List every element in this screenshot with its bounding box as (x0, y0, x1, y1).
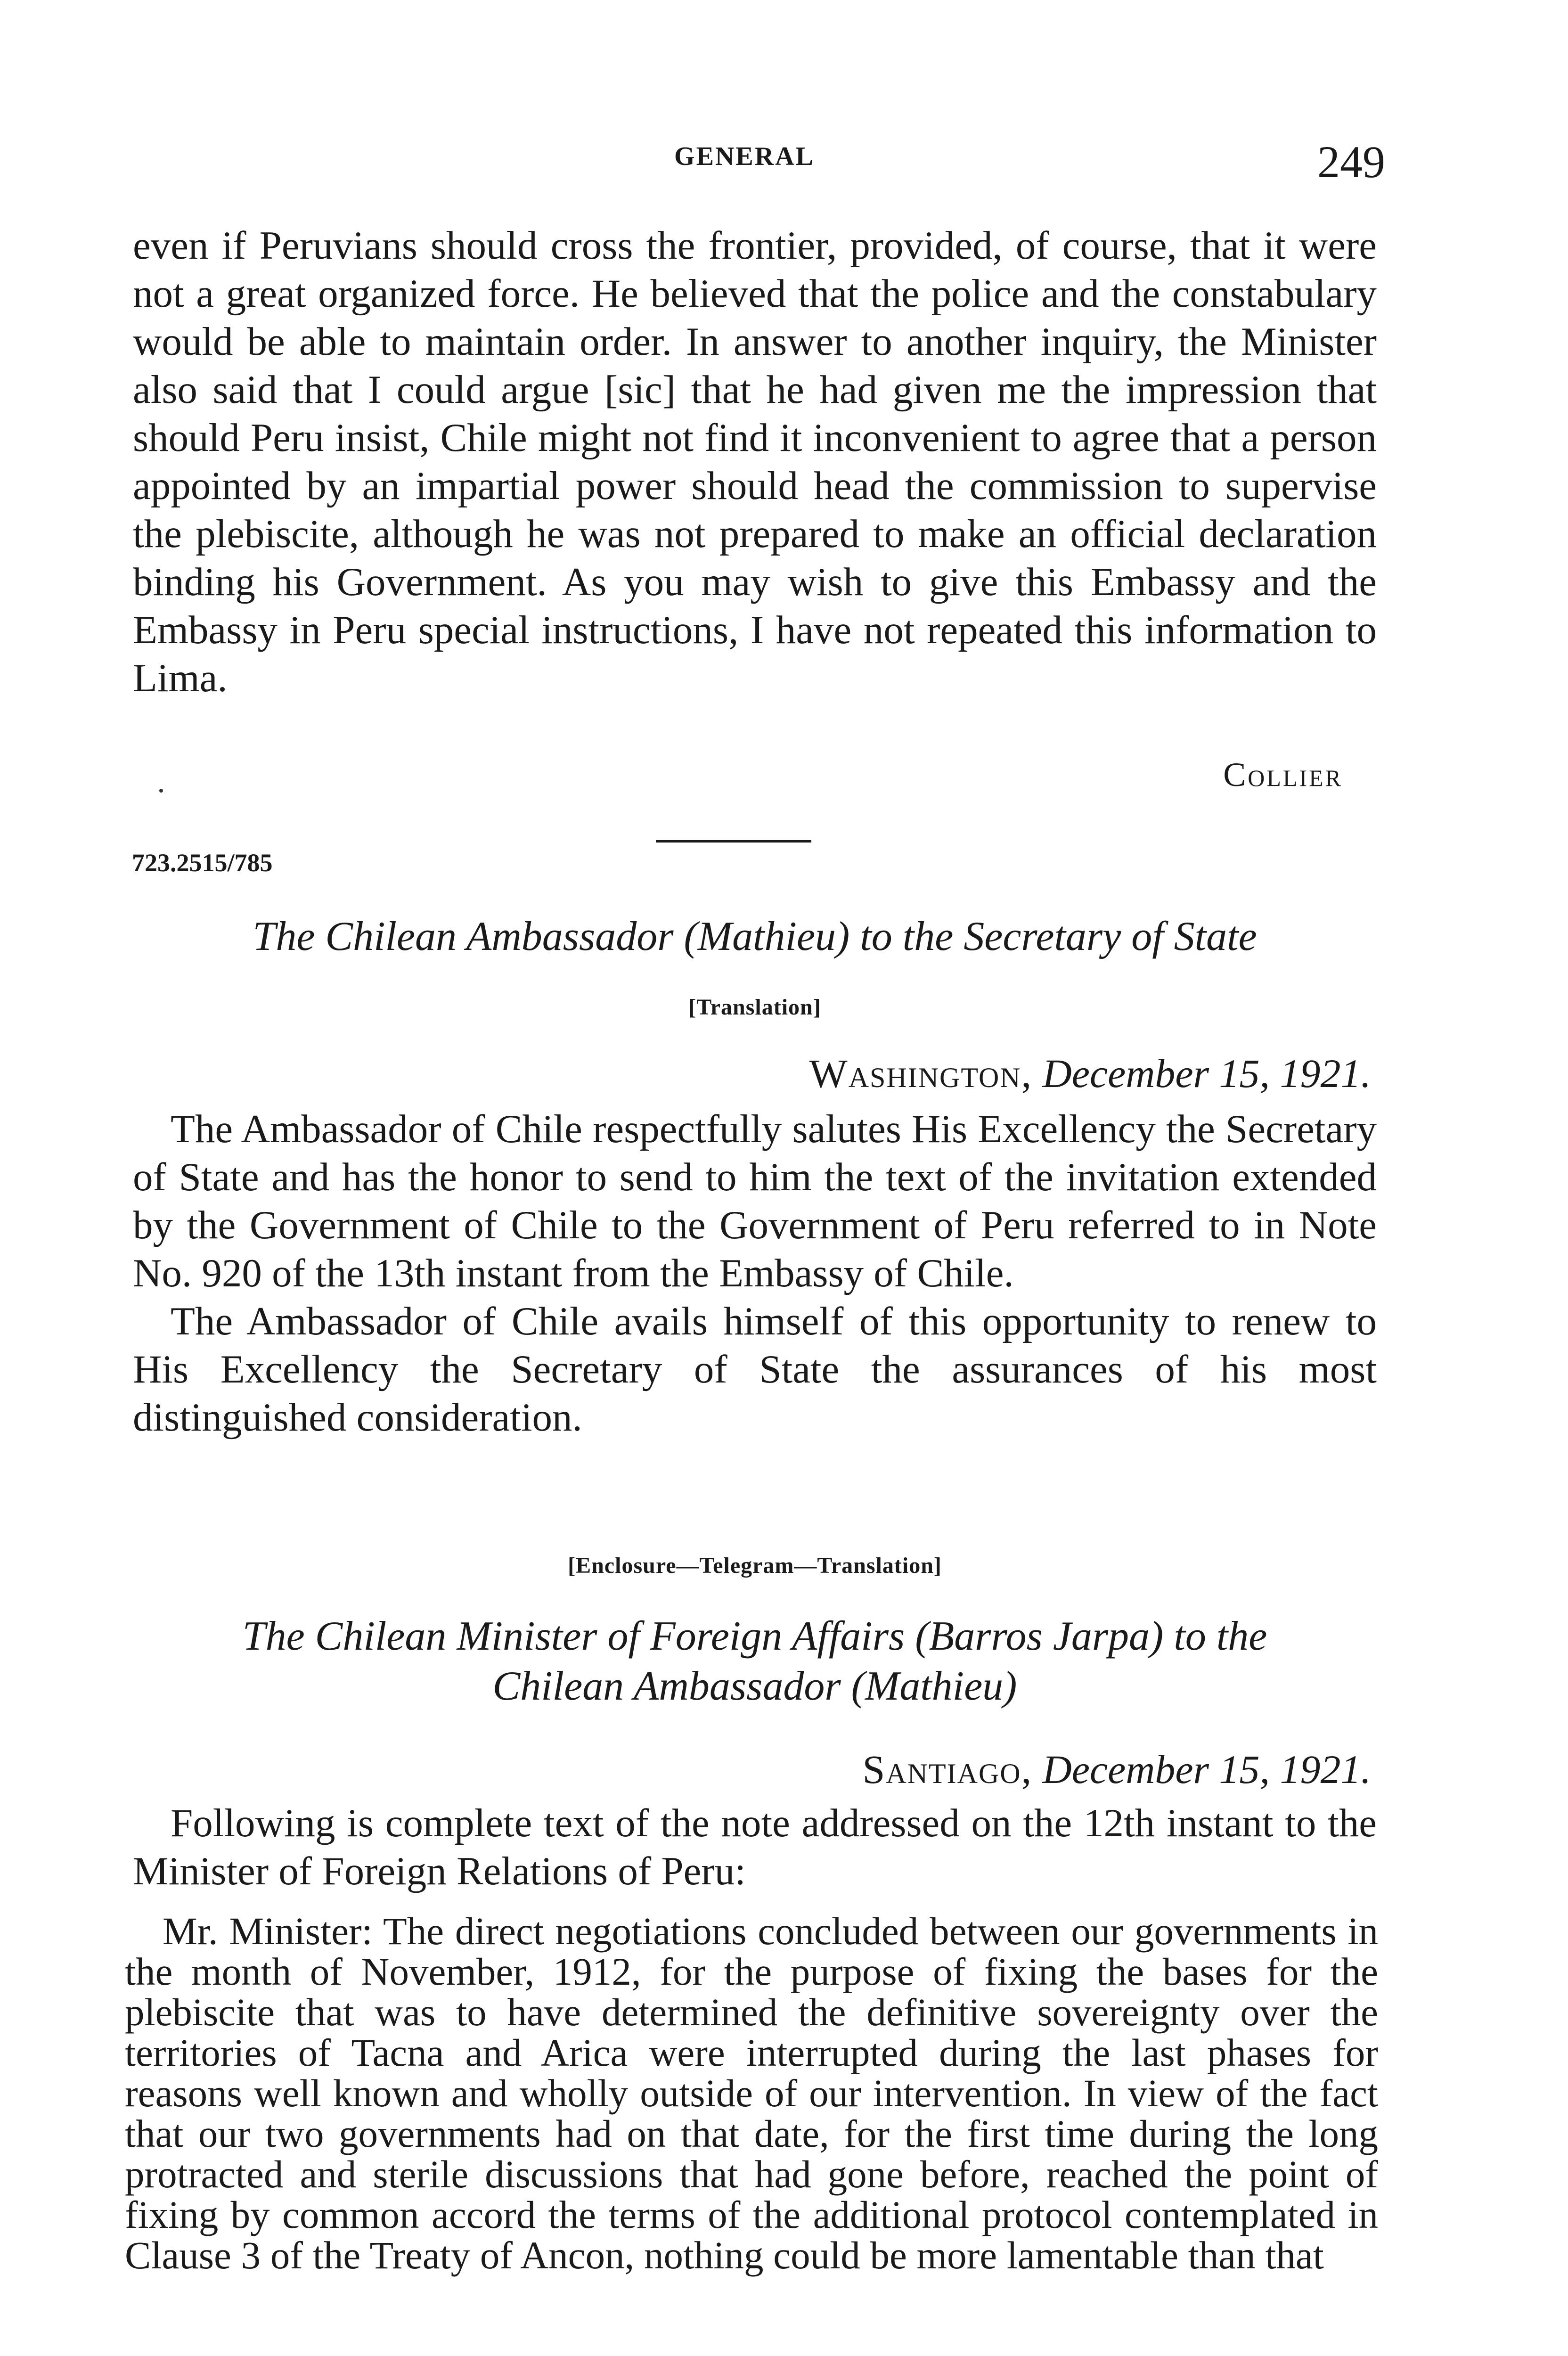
section-divider (656, 840, 811, 843)
dateline-1-date: December 15, 1921. (1042, 1051, 1371, 1096)
running-head: GENERAL (674, 142, 815, 171)
signature: Collier (1223, 756, 1343, 794)
telegram-intro-text: Following is complete text of the note addressed on the 12th instant to the Minister of Foreign Relations of Peru: (133, 1801, 1377, 1893)
body-paragraph-1: The Ambassador of Chile respectfully salutes His Excellency the Secretary of State and has the honor to send to him the text of the invitation extended by the Government of Chile to the Government of Peru referred to in Note No. 920 of the 13th instant from the Embassy of Chile. (133, 1107, 1377, 1295)
note-text-paragraph: Mr. Minister: The direct negotiations concluded between our governments in the month of November, 1912, for the purpose of fixing the bases for the plebiscite that was to have determined the definitive sovereignty over the territories of Tacna and Arica were interrupted during the last phases for reasons well known and wholly outside of our intervention. In view of the fact that our two governments had on that date, for the first time during the long protracted and sterile discussions that had gone before, reached the point of fixing by common accord the terms of the additional protocol contemplated in Clause 3 of the Treaty of Ancon, nothing could be more lamentable than that (125, 1909, 1378, 2277)
dateline-2-place: Santiago, (862, 1747, 1033, 1792)
dateline-2 (565, 1746, 1371, 1793)
translation-label: [Translation] (688, 995, 821, 1020)
margin-dot (159, 789, 163, 793)
body-paragraphs (133, 1105, 1377, 1441)
page-number: 249 (1317, 137, 1385, 187)
file-number: 723.2515/785 (132, 849, 273, 877)
heading-2-line-2: Chilean Ambassador (Mathieu) (492, 1663, 1017, 1709)
top-paragraph (133, 221, 1377, 702)
document-heading-2 (133, 1612, 1377, 1711)
body-paragraph-2: The Ambassador of Chile avails himself of this opportunity to renew to His Excellency the Secretary of State the assurances of his most distinguished consideration. (133, 1299, 1377, 1440)
enclosure-label: [Enclosure—Telegram—Translation] (568, 1553, 942, 1578)
document-heading-1: The Chilean Ambassador (Mathieu) to the Secretary of State (253, 914, 1257, 959)
dateline-1 (565, 1050, 1371, 1097)
telegram-intro (133, 1799, 1377, 1895)
heading-2-line-1: The Chilean Minister of Foreign Affairs (Barros Jarpa) to the (242, 1613, 1267, 1659)
dateline-2-date: December 15, 1921. (1042, 1747, 1371, 1792)
top-paragraph-text: even if Peruvians should cross the frontier, provided, of course, that it were not a great organized force. He believed that the police and the constabulary would be able to maintain order. In answer to another inquiry, the Minister also said that I could argue [sic] that he had given me the impression that should Peru insist, Chile might not find it inconvenient to agree that a person appointed by an impartial power should head the commission to supervise the plebiscite, although he was not prepared to make an official declaration binding his Government. As you may wish to give this Embassy and the Embassy in Peru special instructions, I have not repeated this information to Lima. (133, 223, 1377, 700)
dateline-1-place: Washington, (809, 1051, 1033, 1096)
note-text (125, 1911, 1378, 2275)
